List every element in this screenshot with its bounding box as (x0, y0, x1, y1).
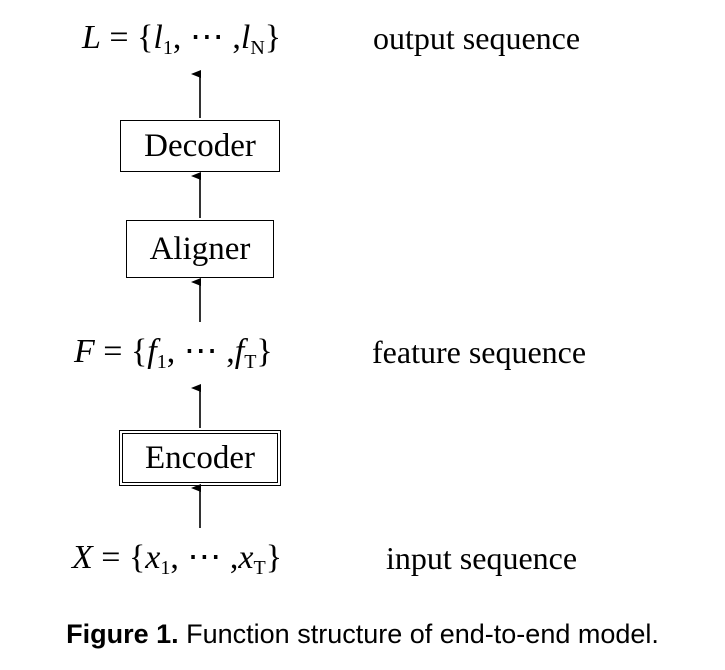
output-close-brace: } (264, 19, 282, 56)
feature-first-subscript: 1 (156, 351, 167, 373)
output-first-subscript: 1 (162, 37, 173, 59)
feature-last-subscript: T (244, 351, 257, 373)
input-symbol: X (72, 539, 93, 576)
input-last-element: x (238, 539, 254, 576)
output-ellipsis: , ⋯ , (172, 19, 241, 56)
figure-caption (0, 614, 725, 654)
input-first-subscript: 1 (160, 557, 171, 579)
input-sequence-label: input sequence (386, 540, 578, 576)
feature-open-brace: = { (103, 333, 148, 370)
figure-caption-text: Function structure of end-to-end model. (186, 619, 659, 649)
feature-sequence-label: feature sequence (372, 334, 587, 370)
output-symbol: L (82, 19, 101, 56)
input-first-element: x (145, 539, 161, 576)
output-open-brace: = { (109, 19, 154, 56)
input-close-brace: } (265, 539, 283, 576)
feature-close-brace: } (256, 333, 273, 370)
output-last-subscript: N (250, 37, 265, 59)
input-last-subscript: T (253, 557, 266, 579)
feature-last-element: f (234, 333, 245, 370)
figure-caption-prefix: Figure 1. (66, 619, 179, 649)
encoder-label: Encoder (145, 439, 255, 476)
decoder-label: Decoder (144, 127, 256, 164)
input-open-brace: = { (101, 539, 146, 576)
aligner-label: Aligner (149, 230, 251, 267)
feature-symbol: F (74, 333, 95, 370)
input-ellipsis: , ⋯ , (170, 539, 239, 576)
feature-first-element: f (147, 333, 157, 370)
output-last-element: l (240, 19, 251, 56)
feature-ellipsis: , ⋯ , (166, 333, 235, 370)
output-first-element: l (153, 19, 163, 56)
output-sequence-label: output sequence (373, 20, 581, 56)
